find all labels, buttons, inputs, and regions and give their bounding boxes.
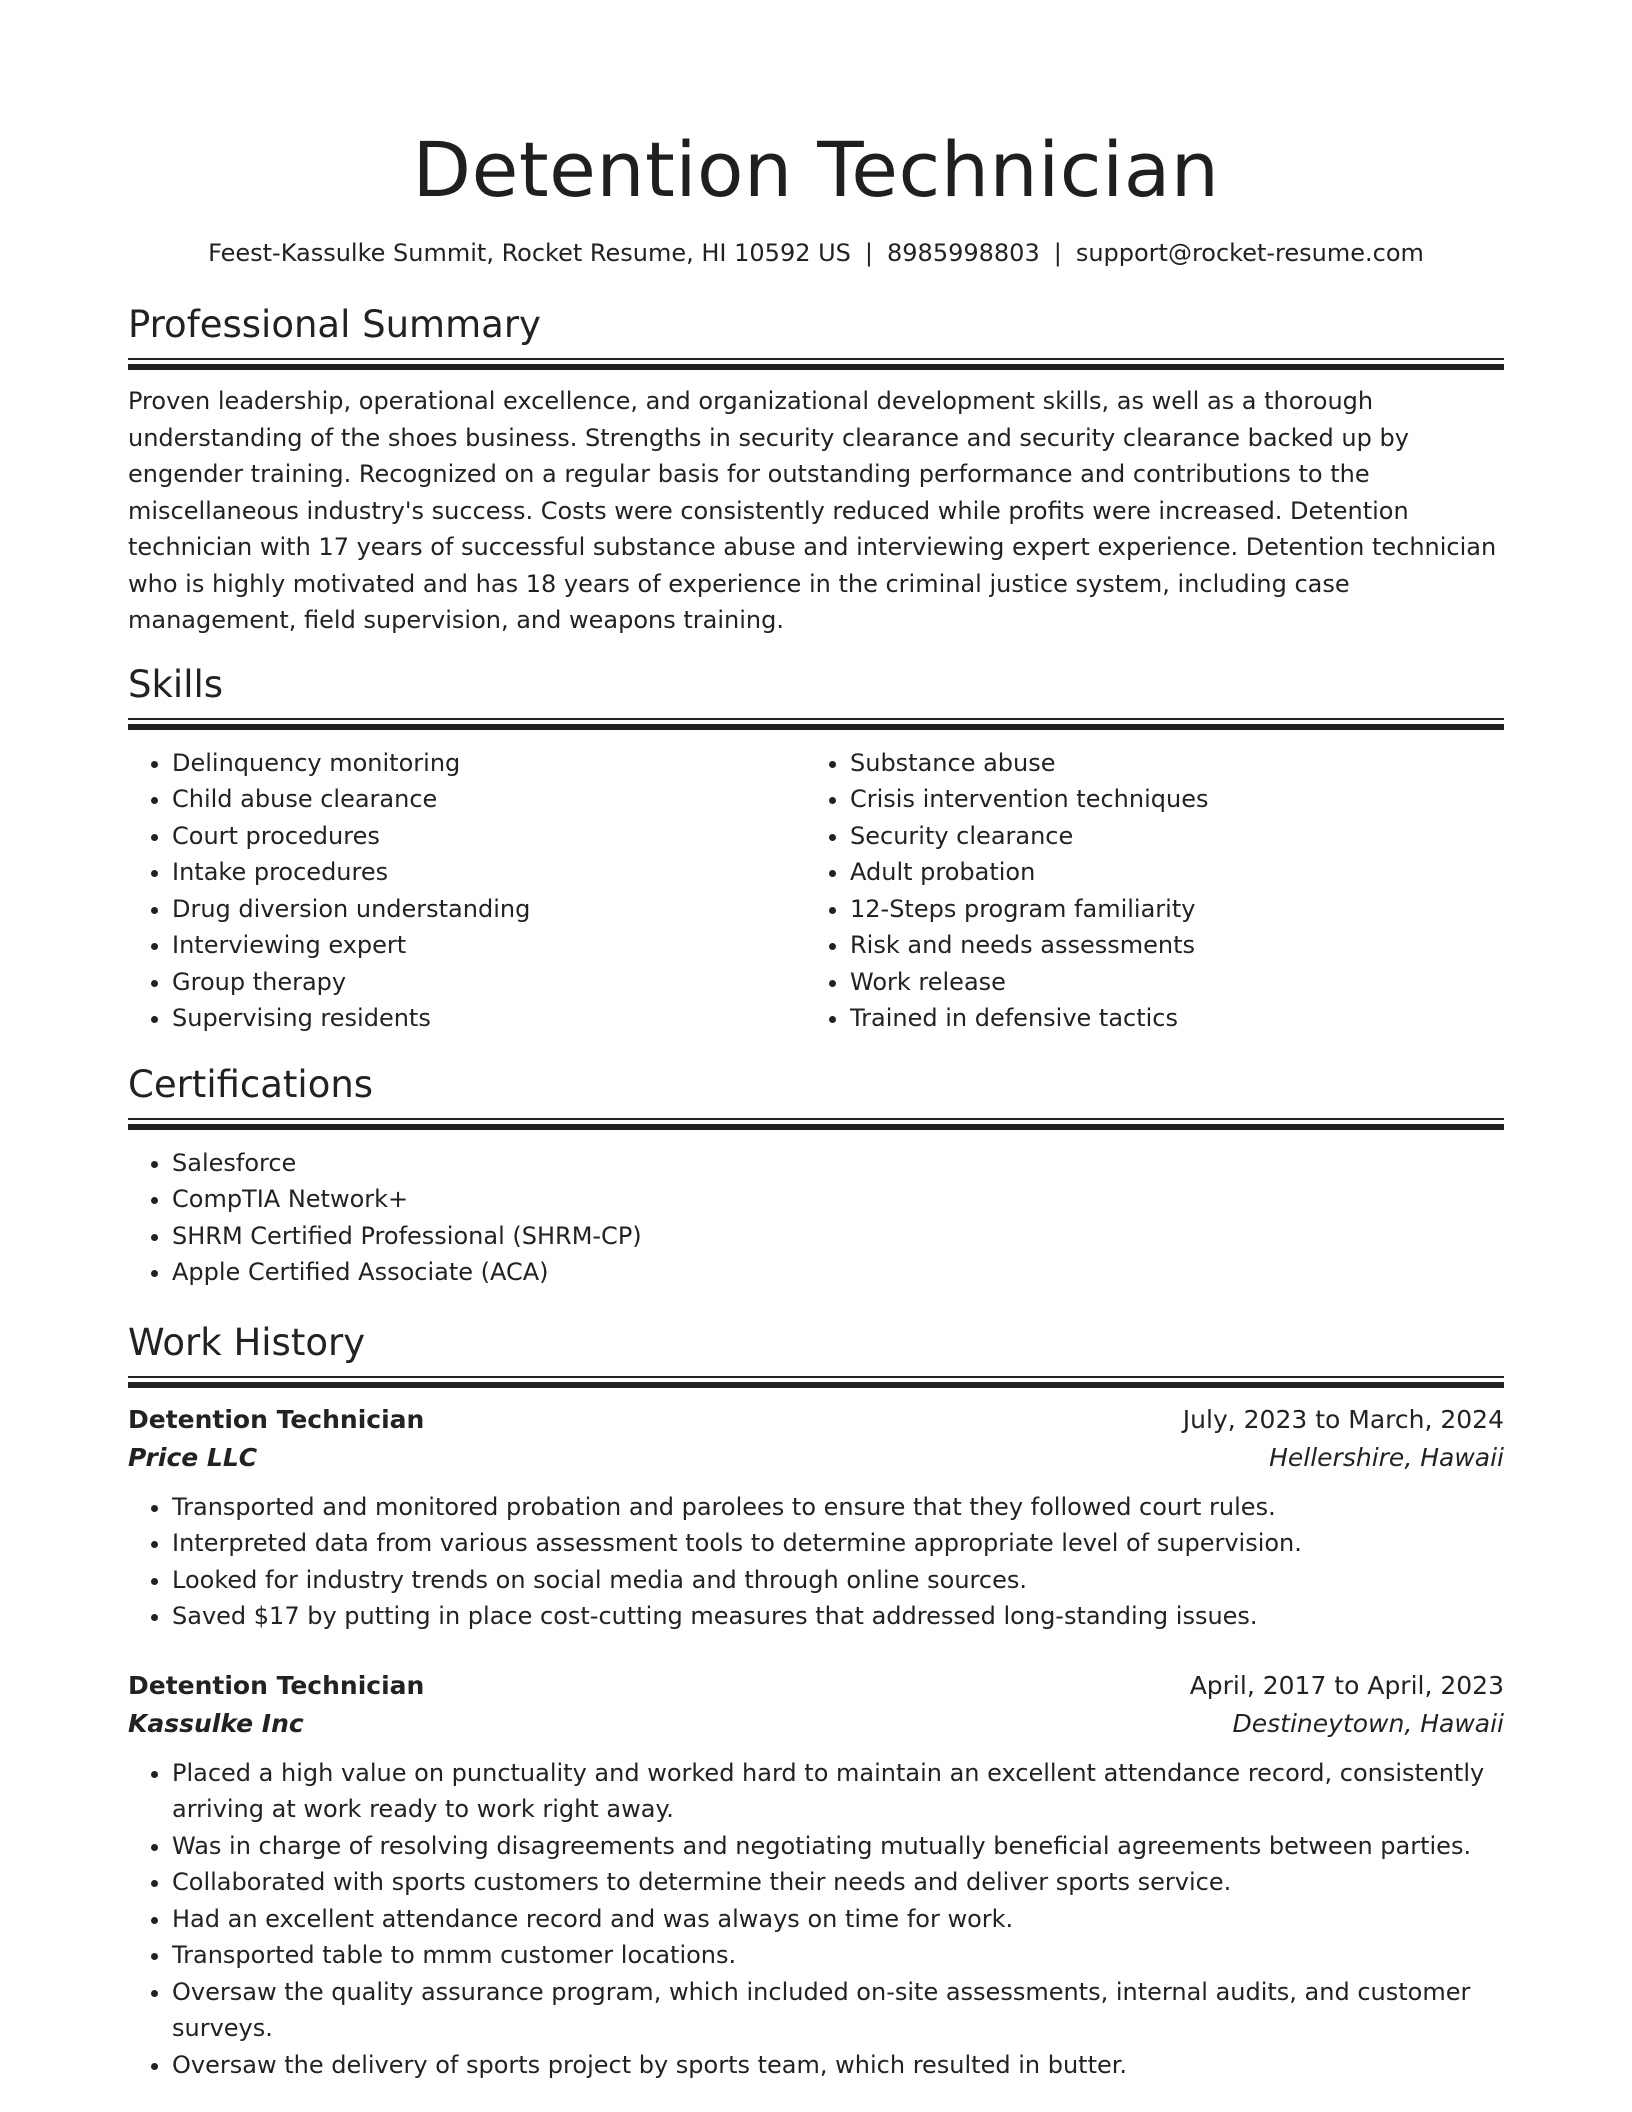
job-bullet: • Transported table to mmm customer locations. — [172, 1937, 1504, 1974]
job-company: Price LLC — [128, 1442, 258, 1472]
job-bullet: • Collaborated with sports customers to determine their needs and deliver sports service. — [172, 1864, 1504, 1901]
certification-item: • Salesforce — [172, 1145, 1504, 1182]
section-divider — [128, 1115, 1504, 1131]
job-bullet: • Was in charge of resolving disagreements and negotiating mutually beneficial agreements between parties. — [172, 1828, 1504, 1865]
job-dates: April, 2017 to April, 2023 — [1189, 1670, 1504, 1700]
job-bullet: • Had an excellent attendance record and was always on time for work. — [172, 1901, 1504, 1938]
skill-item: • Child abuse clearance — [172, 781, 806, 818]
skills-list-right — [806, 745, 1484, 1037]
job-location: Hellershire, Hawaii — [1269, 1442, 1504, 1472]
certification-item: • SHRM Certified Professional (SHRM-CP) — [172, 1218, 1504, 1255]
skill-item: • Drug diversion understanding — [172, 891, 806, 928]
job-title: Detention Technician — [128, 1670, 425, 1700]
section-divider — [128, 1373, 1504, 1389]
job-bullet: • Interpreted data from various assessment tools to determine appropriate level of supervision. — [172, 1525, 1504, 1562]
summary-section — [128, 301, 1504, 639]
job-location: Destineytown, Hawaii — [1232, 1708, 1504, 1738]
skill-item: • Adult probation — [850, 854, 1484, 891]
job-bullet: • Placed a high value on punctuality and worked hard to maintain an excellent attendance record, consistently arriving at work ready to work right away. — [172, 1755, 1504, 1828]
contact-separator: | — [864, 239, 874, 267]
work-history-heading: Work History — [128, 1320, 366, 1364]
skill-item: • Group therapy — [172, 964, 806, 1001]
contact-phone: 8985998803 — [887, 239, 1040, 267]
contact-email: support@rocket-resume.com — [1075, 239, 1424, 267]
certifications-section — [128, 1061, 1504, 1291]
job-header-row — [128, 1401, 1504, 1439]
contact-separator: | — [1053, 239, 1062, 267]
job-entry — [128, 1667, 1504, 2084]
job-bullet: • Saved $17 by putting in place cost-cutting measures that addressed long-standing issues. — [172, 1598, 1504, 1635]
certification-item: • Apple Certified Associate (ACA) — [172, 1254, 1504, 1291]
contact-address: Feest-Kassulke Summit, Rocket Resume, HI 10592 US — [208, 239, 851, 267]
skills-heading: Skills — [128, 662, 224, 706]
job-bullets — [128, 1489, 1504, 1635]
job-company-row — [128, 1439, 1504, 1477]
skill-item: • Substance abuse — [850, 745, 1484, 782]
job-title: Detention Technician — [128, 1404, 425, 1434]
skill-item: • 12-Steps program familiarity — [850, 891, 1484, 928]
job-bullet: • Oversaw the quality assurance program, which included on-site assessments, internal audits, and customer surveys. — [172, 1974, 1504, 2047]
job-entry — [128, 1401, 1504, 1635]
skill-item: • Crisis intervention techniques — [850, 781, 1484, 818]
skills-section — [128, 661, 1504, 1037]
skill-item: • Interviewing expert — [172, 927, 806, 964]
skill-item: • Supervising residents — [172, 1000, 806, 1037]
skill-item: • Court procedures — [172, 818, 806, 855]
skill-item: • Risk and needs assessments — [850, 927, 1484, 964]
skill-item: • Delinquency monitoring — [172, 745, 806, 782]
job-company-row — [128, 1705, 1504, 1743]
summary-text: Proven leadership, operational excellence, and organizational development skills, as well as a thorough understanding of the shoes business. Strengths in security clearance and security clearance backed up by engender training. Recognized on a regular basis for outstanding performance and contributions to the miscellaneous industry's success. Costs were consistently reduced while profits were increased. Detention technician with 17 years of successful substance abuse and interviewing expert experience. Detention technician who is highly motivated and has 18 years of experience in the criminal justice system, including case management, field supervision, and weapons training. — [128, 387, 1497, 634]
skills-right-column — [806, 745, 1484, 1037]
job-bullet: • Looked for industry trends on social media and through online sources. — [172, 1562, 1504, 1599]
skill-item: • Security clearance — [850, 818, 1484, 855]
job-bullet: • Transported and monitored probation and parolees to ensure that they followed court rules. — [172, 1489, 1504, 1526]
summary-heading: Professional Summary — [128, 303, 541, 346]
skill-item: • Intake procedures — [172, 854, 806, 891]
job-company: Kassulke Inc — [128, 1708, 304, 1738]
skill-item: • Trained in defensive tactics — [850, 1000, 1484, 1037]
job-header-row — [128, 1667, 1504, 1705]
job-bullet: • Oversaw the delivery of sports project by sports team, which resulted in butter. — [172, 2047, 1504, 2084]
skills-left-column — [128, 745, 806, 1037]
resume-page — [128, 0, 1504, 2083]
certifications-heading: Certifications — [128, 1062, 374, 1106]
certifications-list — [128, 1145, 1504, 1291]
work-history-section — [128, 1319, 1504, 2084]
skills-list-left — [128, 745, 806, 1037]
section-divider — [128, 715, 1504, 731]
candidate-name: Detention Technician — [412, 125, 1220, 214]
section-divider — [128, 355, 1504, 371]
skills-columns — [128, 745, 1504, 1037]
job-dates: July, 2023 to March, 2024 — [1182, 1404, 1504, 1434]
job-bullets — [128, 1755, 1504, 2084]
skill-item: • Work release — [850, 964, 1484, 1001]
contact-line — [128, 236, 1504, 270]
certification-item: • CompTIA Network+ — [172, 1181, 1504, 1218]
